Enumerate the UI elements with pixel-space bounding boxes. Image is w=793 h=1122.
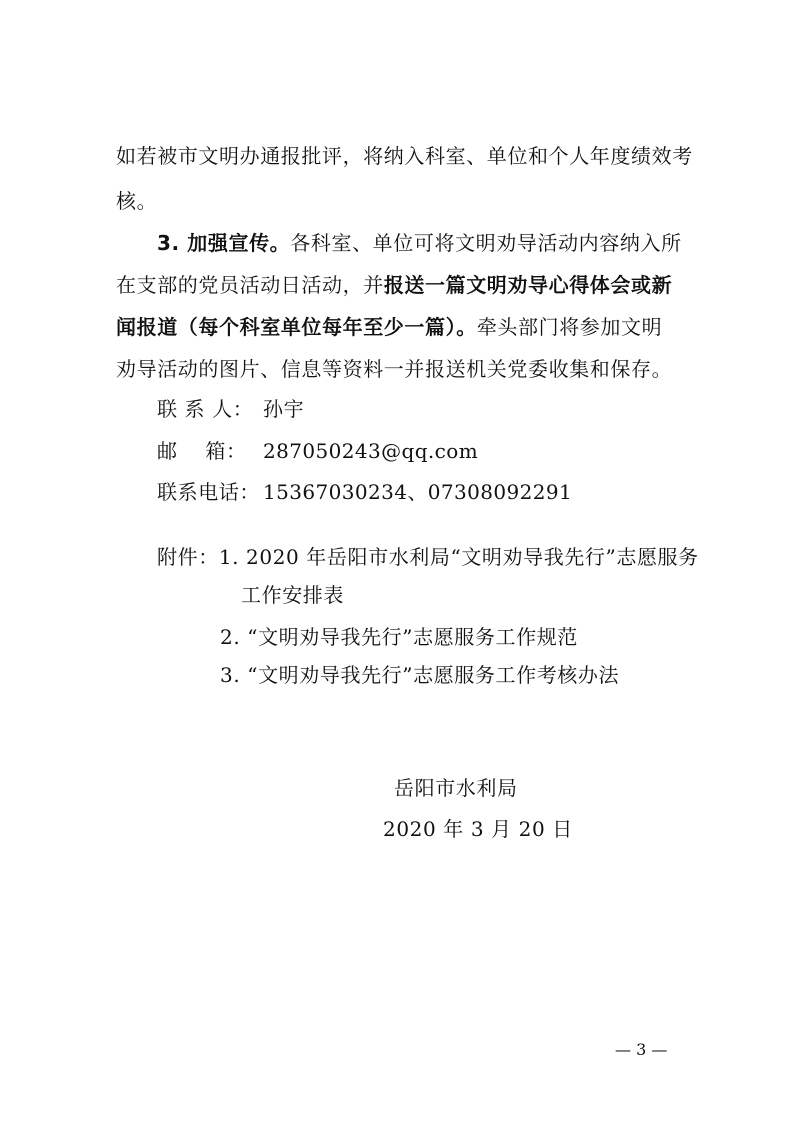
attachment-item-1-text: 1. 2020 年岳阳市水利局“文明劝导我先行”志愿服务: [218, 545, 699, 569]
paragraph-text: 牵头部门将参加文明: [476, 315, 663, 339]
contact-phone: [157, 478, 572, 506]
signature-org: [394, 774, 518, 802]
attachment-item-1-continued: [241, 581, 344, 609]
signature-date-text: 2020 年 3 月 20 日: [383, 817, 573, 841]
publicity-line-1: [157, 229, 682, 257]
paragraph-top-line-2: [116, 187, 157, 215]
attachment-item-2: [220, 623, 578, 651]
publicity-line-2: [116, 271, 672, 299]
contact-email-label: 邮 箱：: [157, 439, 247, 463]
contact-phone-label: 联系电话：: [157, 480, 260, 504]
attachments-label: 附件：: [157, 545, 219, 569]
attachment-item-1-text-continued: 工作安排表: [241, 583, 344, 607]
publicity-line-4: [116, 355, 672, 383]
contact-person-value: 孙宇: [263, 397, 305, 421]
attachment-item-2-text: 2. “文明劝导我先行”志愿服务工作规范: [220, 625, 578, 649]
paragraph-text: 核。: [116, 189, 158, 213]
emphasis-text: 闻报道（每个科室单位每年至少一篇）。: [116, 315, 477, 339]
page-number: — 3 —: [615, 1040, 668, 1059]
contact-person: [157, 395, 304, 423]
paragraph-text: 在支部的党员活动日活动，并: [116, 273, 384, 297]
paragraph-text: 劝导活动的图片、信息等资料一并报送机关党委收集和保存。: [116, 357, 673, 381]
signature-org-text: 岳阳市水利局: [394, 776, 518, 800]
paragraph-text: 如若被市文明办通报批评，将纳入科室、单位和个人年度绩效考: [116, 144, 693, 168]
contact-phone-value: 15367030234、07308092291: [263, 480, 573, 504]
section-heading: 3. 加强宣传。: [157, 231, 291, 255]
contact-person-label: 联 系 人：: [157, 397, 254, 421]
emphasis-text: 报送一篇文明劝导心得体会或新: [383, 273, 673, 297]
attachment-item-3-text: 3. “文明劝导我先行”志愿服务工作考核办法: [220, 663, 620, 687]
contact-email: [157, 437, 478, 465]
signature-date: [383, 815, 573, 843]
paragraph-top-line-1: [116, 142, 693, 170]
publicity-line-3: [116, 313, 662, 341]
attachment-item-1: [157, 543, 699, 571]
attachment-item-3: [220, 661, 619, 689]
contact-email-value: 287050243@qq.com: [263, 439, 479, 463]
paragraph-text: 各科室、单位可将文明劝导活动内容纳入所: [290, 231, 682, 255]
